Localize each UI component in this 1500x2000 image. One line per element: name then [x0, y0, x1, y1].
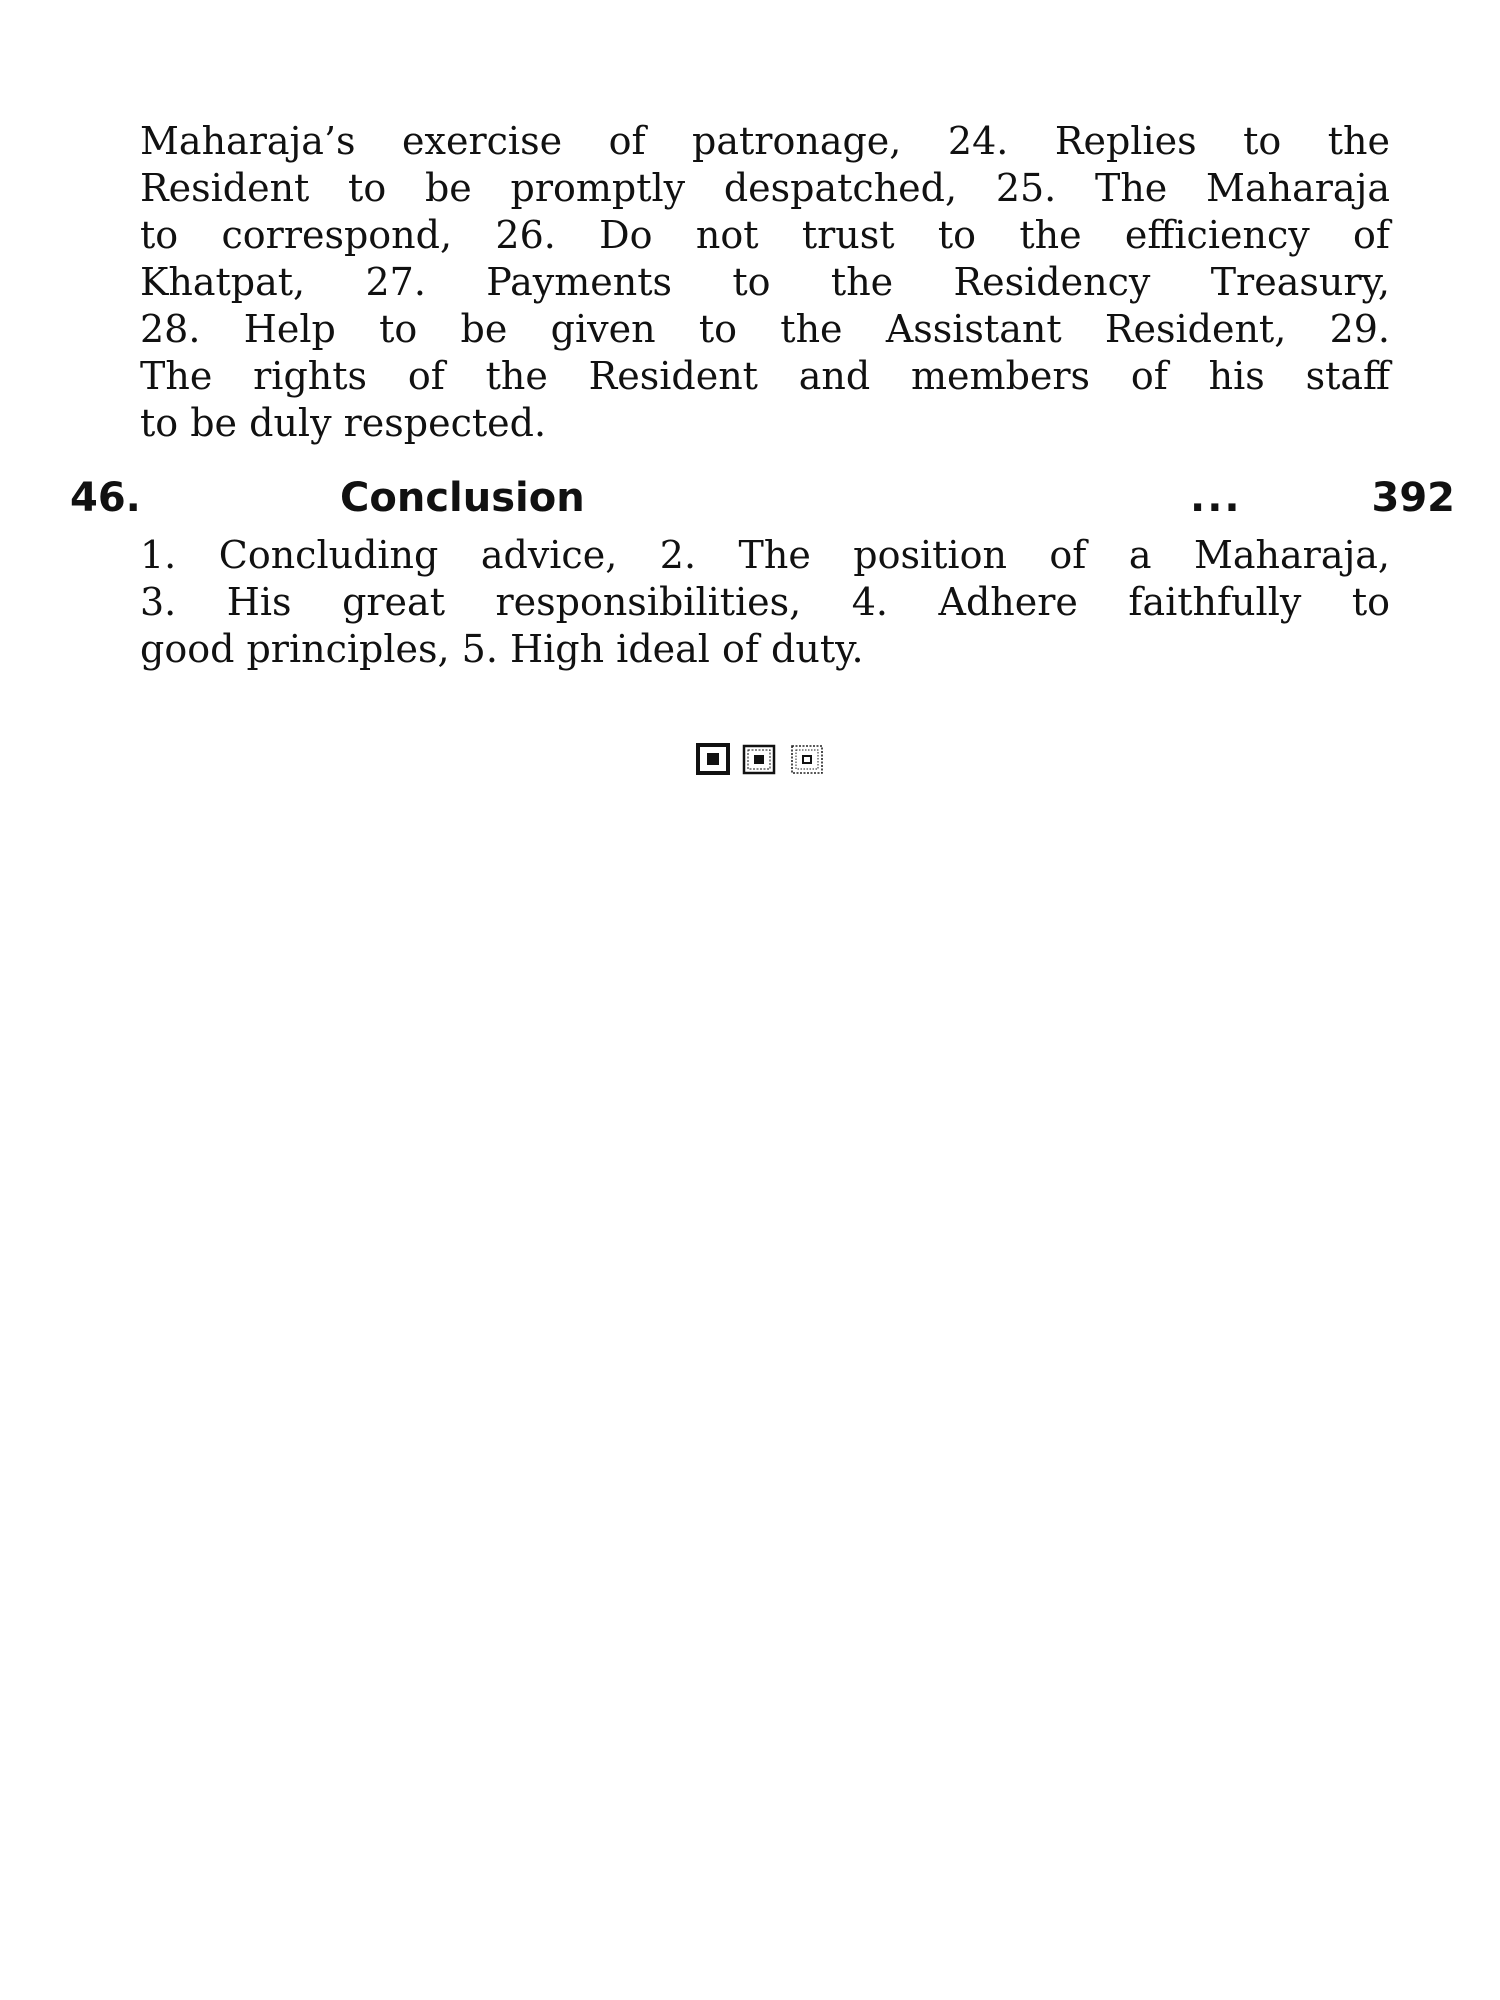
paragraph-line: Maharaja’s exercise of patronage, 24. Replies to the: [140, 119, 1390, 163]
summary-line: 3. His great responsibilities, 4. Adhere faithfully to: [140, 580, 1390, 624]
summary-line: 1. Concluding advice, 2. The position of a Maharaja,: [140, 533, 1390, 577]
paragraph-line: to be duly respected.: [140, 401, 547, 445]
summary-line: good principles, 5. High ideal of duty.: [140, 627, 864, 671]
end-ornament-icon: [696, 743, 836, 775]
paragraph-line: The rights of the Resident and members of his staff: [140, 354, 1390, 398]
entry-summary-paragraph: [140, 532, 1390, 673]
paragraph-line: 28. Help to be given to the Assistant Resident, 29.: [140, 307, 1390, 351]
dot-leader: ...: [1190, 475, 1242, 521]
entry-title: Conclusion: [340, 475, 585, 521]
continued-contents-paragraph: [140, 118, 1390, 447]
entry-number: 46.: [70, 475, 141, 521]
paragraph-line: Khatpat, 27. Payments to the Residency Treasury,: [140, 260, 1390, 304]
entry-page-number: 392: [1371, 475, 1455, 521]
paragraph-line: Resident to be promptly despatched, 25. The Maharaja: [140, 166, 1390, 210]
paragraph-line: to correspond, 26. Do not trust to the efficiency of: [140, 213, 1390, 257]
contents-entry-heading: [70, 470, 1455, 526]
